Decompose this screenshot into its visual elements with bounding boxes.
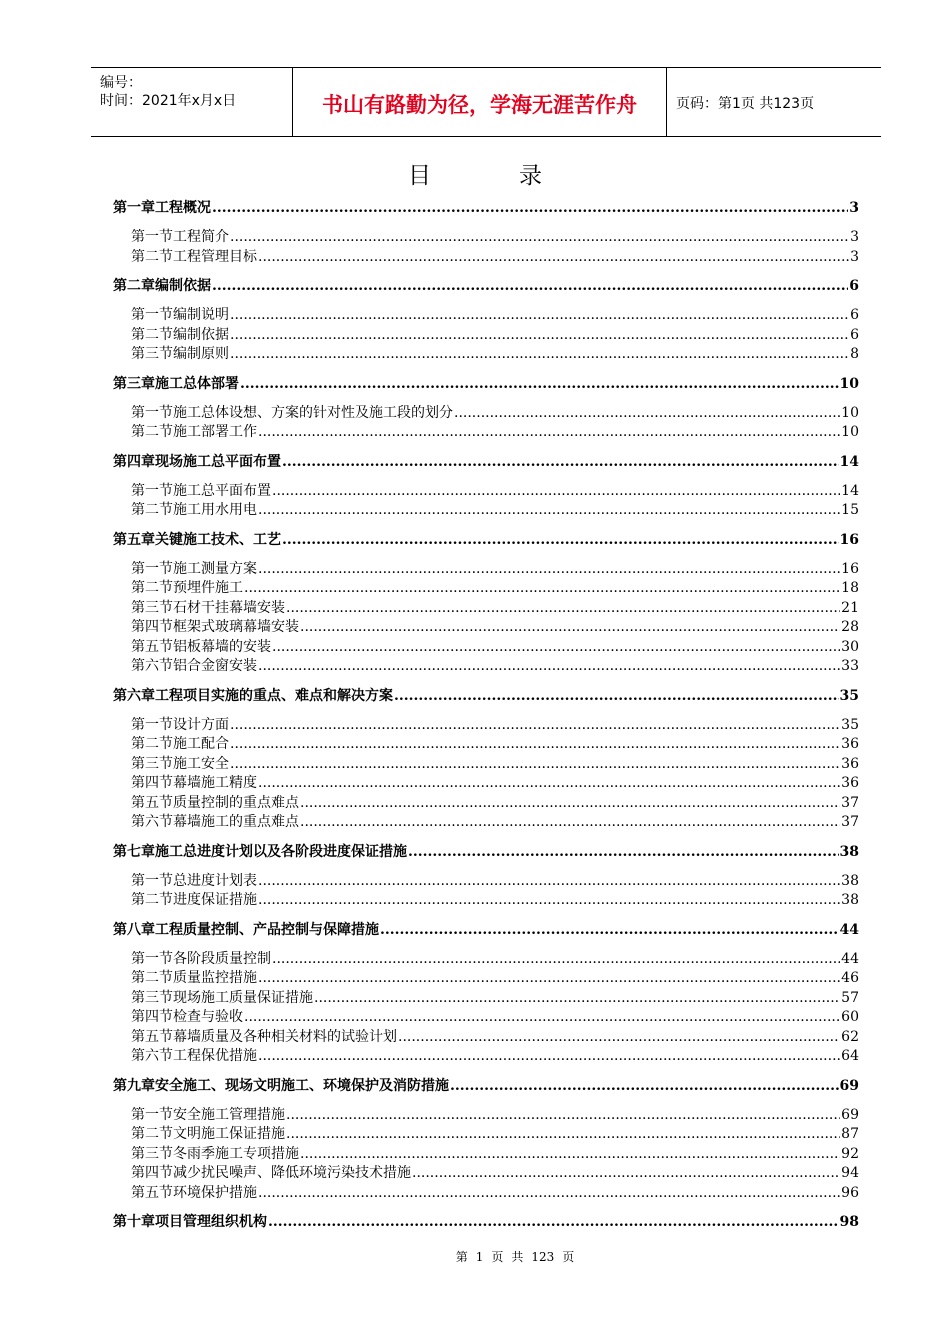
toc-page-number: 37 [841,794,859,811]
toc-dot-leader [282,454,839,470]
toc-chapter-title: 安全施工、现场文明施工、环境保护及消防措施 [155,1077,449,1094]
toc-section-entry[interactable] [131,226,859,246]
toc-dot-leader [258,424,840,440]
toc-section-entry[interactable] [131,480,859,500]
toc-section-number: 第四节 [131,1009,173,1025]
toc-dot-leader [244,580,840,596]
toc-page-number: 10 [839,375,859,392]
toc-section-title: 施工总平面布置 [173,482,271,499]
toc-section-number: 第二节 [131,892,173,908]
toc-section-number: 第三节 [131,989,173,1006]
toc-section-entry[interactable] [131,558,859,578]
toc-section-title: 检查与验收 [173,1009,243,1025]
toc-section-title: 设计方面 [173,716,229,733]
toc-section-entry[interactable] [131,772,859,792]
toc-section-title: 各阶段质量控制 [173,950,271,967]
toc-page-number: 35 [841,716,859,733]
toc-section-number: 第六节 [131,1048,173,1064]
toc-dot-leader [286,1126,840,1142]
toc-section-number: 第二节 [131,248,173,265]
toc-chapter-entry[interactable] [113,197,859,217]
toc-section-title: 施工安全 [173,755,229,772]
toc-page-number: 92 [841,1145,859,1162]
toc-section-title: 编制依据 [173,326,229,343]
toc-section-entry[interactable] [131,1104,859,1124]
toc-section-number: 第五节 [131,1028,173,1045]
toc-page-number: 87 [841,1126,859,1142]
toc-page-number: 69 [839,1077,859,1094]
toc-section-title: 施工用水用电 [173,502,257,518]
toc-section-number: 第四节 [131,1165,173,1181]
toc-section-entry[interactable] [131,948,859,968]
toc-section-entry[interactable] [131,987,859,1007]
toc-chapter-entry[interactable] [113,1075,859,1095]
toc-page-number: 35 [839,687,859,704]
toc-page-number: 6 [850,307,859,323]
toc-section-number: 第五节 [131,638,173,655]
toc-section-title: 施工总体设想、方案的针对性及施工段的划分 [173,404,453,421]
toc-page-number: 38 [841,872,859,889]
toc-section-number: 第六节 [131,814,173,830]
toc-dot-leader [272,483,840,499]
toc-dot-leader [240,376,839,392]
toc-page-number: 60 [841,1009,859,1025]
toc-dot-leader [286,600,840,616]
toc-section-entry[interactable] [131,753,859,773]
toc-section-number: 第一节 [131,560,173,577]
toc-page-number: 6 [849,278,859,294]
toc-chapter-entry[interactable] [113,919,859,939]
toc-dot-leader [282,532,839,548]
toc-section-number: 第一节 [131,404,173,421]
toc-chapter-number: 第八章 [113,921,155,938]
toc-section-entry[interactable] [131,499,859,519]
toc-section-entry[interactable] [131,1123,859,1143]
toc-section-number: 第一节 [131,307,173,323]
footer-page-number: 1 [475,1250,484,1264]
toc-chapter-entry[interactable] [113,529,859,549]
toc-section-entry[interactable] [131,655,859,675]
toc-section-number: 第二节 [131,970,173,986]
toc-section-entry[interactable] [131,304,859,324]
toc-dot-leader [258,970,840,986]
toc-chapter-number: 第九章 [113,1077,155,1094]
toc-dot-leader [300,814,840,830]
toc-section-entry[interactable] [131,1045,859,1065]
footer-total-pages: 123 [531,1250,555,1264]
toc-dot-leader [258,892,840,908]
toc-section-entry[interactable] [131,870,859,890]
toc-dot-leader [212,200,848,216]
toc-dot-leader [258,775,840,791]
toc-section-entry[interactable] [131,714,859,734]
toc-dot-leader [268,1214,839,1230]
toc-section-entry[interactable] [131,792,859,812]
toc-chapter-entry[interactable] [113,1211,859,1231]
toc-chapter-title: 项目管理组织机构 [155,1214,267,1230]
toc-section-number: 第二节 [131,580,173,596]
toc-section-number: 第三节 [131,755,173,772]
toc-section-entry[interactable] [131,577,859,597]
toc-section-entry[interactable] [131,597,859,617]
toc-chapter-number: 第三章 [113,375,155,392]
toc-page-number: 3 [850,229,859,245]
toc-page-number: 98 [839,1214,859,1230]
toc-page-number: 36 [841,775,859,791]
toc-page-number: 3 [850,248,859,265]
toc-dot-leader [230,327,849,343]
toc-section-entry[interactable] [131,616,859,636]
toc-section-title: 施工配合 [173,736,229,752]
toc-title-char-1: 目 [408,163,431,189]
toc-dot-leader [394,688,839,704]
toc-dot-leader [230,717,840,733]
toc-page-number: 14 [841,482,859,499]
toc-page-number: 57 [841,989,859,1006]
toc-chapter-entry[interactable] [113,841,859,861]
toc-section-number: 第六节 [131,658,173,674]
toc-chapter-title: 关键施工技术、工艺 [155,531,281,548]
toc-page-number: 44 [839,921,859,938]
toc-section-number: 第三节 [131,1145,173,1162]
toc-title-char-2: 录 [519,163,542,189]
toc-chapter-entry[interactable] [113,373,859,393]
toc-section-number: 第一节 [131,716,173,733]
document-number-label: 编号： [100,75,142,91]
toc-section-number: 第一节 [131,229,173,245]
toc-section-entry[interactable] [131,967,859,987]
toc-dot-leader [450,1078,839,1094]
toc-chapter-title: 施工总体部署 [155,375,239,392]
toc-section-entry[interactable] [131,324,859,344]
toc-section-number: 第一节 [131,950,173,967]
toc-section-title: 冬雨季施工专项措施 [173,1145,299,1162]
toc-page-number: 3 [849,200,859,216]
toc-section-entry[interactable] [131,343,859,363]
toc-page-number: 96 [841,1184,859,1201]
header-page-info: 页码：第1页 共123页 [676,96,815,112]
toc-chapter-number: 第十章 [113,1214,155,1230]
toc-section-title: 预埋件施工 [173,580,243,596]
toc-page-number: 6 [850,326,859,343]
toc-section-title: 减少扰民噪声、降低环境污染技术措施 [173,1165,411,1181]
toc-section-title: 质量监控措施 [173,970,257,986]
toc-section-title: 幕墙施工精度 [173,775,257,791]
toc-section-title: 编制说明 [173,307,229,323]
toc-section-title: 幕墙施工的重点难点 [173,814,299,830]
toc-chapter-number: 第五章 [113,531,155,548]
toc-chapter-number: 第六章 [113,687,155,704]
toc-page-number: 94 [841,1165,859,1181]
page-footer [0,1248,950,1265]
toc-dot-leader [272,951,840,967]
toc-section-entry[interactable] [131,1162,859,1182]
toc-page-number: 38 [841,892,859,908]
toc-section-title: 安全施工管理措施 [173,1106,285,1123]
toc-section-number: 第三节 [131,346,173,362]
toc-section-title: 施工测量方案 [173,560,257,577]
toc-dot-leader [258,1185,840,1201]
toc-section-number: 第一节 [131,1106,173,1123]
toc-page-number: 10 [841,404,859,421]
toc-dot-leader [258,1048,840,1064]
toc-section-title: 工程简介 [173,229,229,245]
toc-chapter-title: 现场施工总平面布置 [155,453,281,470]
toc-page-number: 46 [841,970,859,986]
toc-section-number: 第四节 [131,619,173,635]
toc-dot-leader [230,307,849,323]
toc-section-title: 现场施工质量保证措施 [173,989,313,1006]
toc-section-title: 进度保证措施 [173,892,257,908]
toc-section-title: 石材干挂幕墙安装 [173,599,285,616]
toc-dot-leader [258,873,840,889]
toc-dot-leader [300,795,840,811]
toc-dot-leader [398,1029,840,1045]
toc-page-number: 33 [841,658,859,674]
toc-page-number: 28 [841,619,859,635]
toc-section-title: 质量控制的重点难点 [173,794,299,811]
footer-text: 页 [562,1250,575,1264]
toc-section-title: 编制原则 [173,346,229,362]
toc-page-number: 30 [841,638,859,655]
toc-page-number: 44 [841,950,859,967]
toc-dot-leader [230,229,849,245]
toc-page-number: 18 [841,580,859,596]
footer-text: 共 [511,1250,524,1264]
toc-chapter-entry[interactable] [113,275,859,295]
toc-page-number: 16 [839,531,859,548]
toc-section-number: 第二节 [131,424,173,440]
toc-section-entry[interactable] [131,1143,859,1163]
toc-page-number: 62 [841,1028,859,1045]
toc-section-title: 工程管理目标 [173,248,257,265]
toc-dot-leader [300,619,840,635]
toc-chapter-title: 编制依据 [155,278,211,294]
toc-dot-leader [412,1165,840,1181]
toc-section-entry[interactable] [131,421,859,441]
toc-section-entry[interactable] [131,1026,859,1046]
toc-dot-leader [258,502,840,518]
toc-page-number: 10 [841,424,859,440]
footer-text: 第 [455,1250,468,1264]
toc-section-entry[interactable] [131,733,859,753]
toc-section-number: 第五节 [131,794,173,811]
toc-dot-leader [230,346,849,362]
toc-section-entry[interactable] [131,402,859,422]
toc-dot-leader [272,639,840,655]
toc-dot-leader [286,1107,840,1123]
toc-section-entry[interactable] [131,246,859,266]
header-motto: 书山有路勤为径，学海无涯苦作舟 [322,93,637,117]
toc-section-title: 总进度计划表 [173,872,257,889]
toc-section-title: 框架式玻璃幕墙安装 [173,619,299,635]
toc-section-number: 第三节 [131,599,173,616]
toc-section-number: 第一节 [131,872,173,889]
toc-section-number: 第二节 [131,736,173,752]
toc-section-title: 工程保优措施 [173,1048,257,1064]
toc-section-number: 第四节 [131,775,173,791]
toc-dot-leader [300,1146,840,1162]
toc-chapter-title: 工程项目实施的重点、难点和解决方案 [155,687,393,704]
toc-chapter-title: 工程概况 [155,200,211,216]
document-time-label: 时间：2021年x月x日 [100,93,237,109]
toc-dot-leader [314,990,840,1006]
toc-page-number: 21 [841,599,859,616]
toc-section-title: 铝板幕墙的安装 [173,638,271,655]
toc-dot-leader [380,922,839,938]
toc-page-number: 15 [841,502,859,518]
footer-text: 页 [491,1250,504,1264]
toc-dot-leader [258,249,849,265]
toc-chapter-number: 第七章 [113,843,155,860]
toc-section-entry[interactable] [131,1182,859,1202]
toc-page-number: 64 [841,1048,859,1064]
toc-section-entry[interactable] [131,889,859,909]
toc-section-title: 铝合金窗安装 [173,658,257,674]
toc-section-entry[interactable] [131,1006,859,1026]
toc-dot-leader [454,405,840,421]
toc-section-title: 文明施工保证措施 [173,1126,285,1142]
toc-section-number: 第一节 [131,482,173,499]
toc-chapter-number: 第一章 [113,200,155,216]
toc-page-number: 36 [841,736,859,752]
toc-section-entry[interactable] [131,811,859,831]
toc-page-number: 16 [841,560,859,577]
toc-section-title: 施工部署工作 [173,424,257,440]
toc-dot-leader [258,658,840,674]
toc-page-number: 37 [841,814,859,830]
toc-page-number: 69 [841,1106,859,1123]
toc-dot-leader [230,756,840,772]
toc-dot-leader [212,278,848,294]
toc-page-number: 14 [839,453,859,470]
toc-chapter-entry[interactable] [113,451,859,471]
toc-dot-leader [230,736,840,752]
toc-dot-leader [244,1009,840,1025]
toc-chapter-title: 施工总进度计划以及各阶段进度保证措施 [155,843,407,860]
toc-page-number: 36 [841,755,859,772]
toc-page-number: 8 [850,346,859,362]
toc-chapter-title: 工程质量控制、产品控制与保障措施 [155,921,379,938]
toc-section-number: 第五节 [131,1184,173,1201]
toc-page-number: 38 [839,843,859,860]
toc-section-number: 第二节 [131,326,173,343]
toc-section-number: 第二节 [131,502,173,518]
toc-section-title: 环境保护措施 [173,1184,257,1201]
toc-section-number: 第二节 [131,1126,173,1142]
toc-chapter-entry[interactable] [113,685,859,705]
toc-section-title: 幕墙质量及各种相关材料的试验计划 [173,1028,397,1045]
toc-dot-leader [408,844,839,860]
toc-dot-leader [258,561,840,577]
toc-chapter-number: 第二章 [113,278,155,294]
toc-chapter-number: 第四章 [113,453,155,470]
toc-section-entry[interactable] [131,636,859,656]
